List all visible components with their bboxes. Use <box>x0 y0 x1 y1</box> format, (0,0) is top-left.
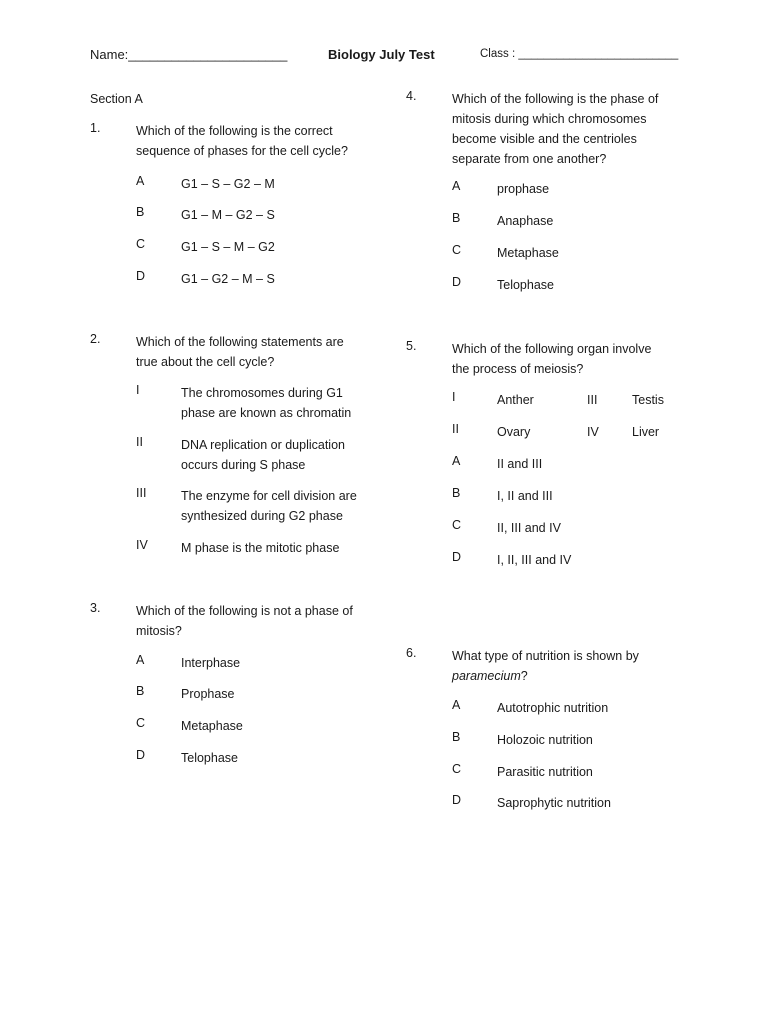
question-number: 5. <box>406 339 417 353</box>
question-text: What type of nutrition is shown by paramecium? <box>452 649 639 683</box>
question-text: Which of the following is the correct sequence of phases for the cell cycle? <box>136 124 348 158</box>
question-text: Which of the following is not a phase of mitosis? <box>136 604 353 638</box>
question-number: 6. <box>406 646 417 660</box>
page-title: Biology July Test <box>328 47 435 62</box>
class-field-label: Class : _________________________ <box>480 48 679 60</box>
section-heading: Section A <box>90 92 143 106</box>
question-number: 2. <box>90 332 101 346</box>
organism-name: paramecium <box>452 669 521 683</box>
question-text: Which of the following statements are true about the cell cycle? <box>136 335 344 369</box>
question-text: Which of the following is the phase of mitosis during which chromosomes become visible and the centrioles separate from one another? <box>452 92 659 166</box>
question-number: 1. <box>90 121 101 135</box>
name-field-label: Name:______________________ <box>90 47 288 62</box>
question-text: Which of the following organ involve the process of meiosis? <box>452 342 652 376</box>
question-number: 4. <box>406 89 417 103</box>
question-number: 3. <box>90 601 101 615</box>
